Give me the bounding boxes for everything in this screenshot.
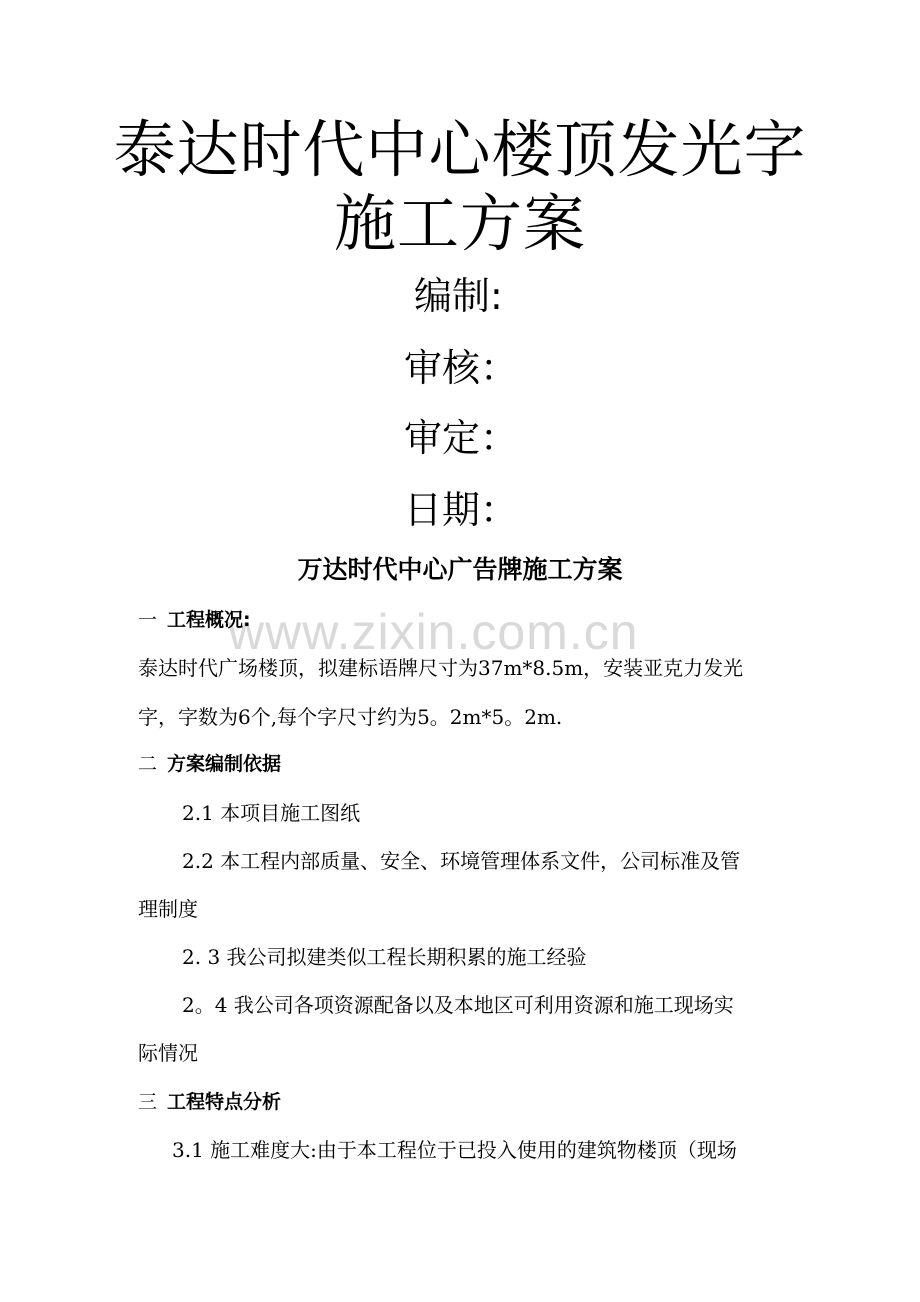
document-title-line-1: 泰达时代中心楼顶发光字 (113, 113, 807, 186)
section-3-number: 三 (138, 1091, 158, 1113)
basis-item-2-3: 2. 3 我公司拟建类似工程长期积累的施工经验 (182, 945, 587, 969)
basis-item-2-4-line-1: 2。4 我公司各项资源配备以及本地区可利用资源和施工现场实 (182, 993, 734, 1017)
watermark-text: www.zixin.com.cn (228, 604, 639, 660)
basis-item-2-2-line-1: 2.2 本工程内部质量、安全、环境管理体系文件，公司标准及管 (182, 849, 741, 873)
section-3-heading-text: 工程特点分析 (167, 1091, 282, 1113)
section-3-heading (138, 1088, 788, 1116)
section-2-number: 二 (138, 753, 158, 775)
overview-paragraph-line-2: 字，字数为6个,每个字尺寸约为5。2m*5。2m. (138, 705, 563, 729)
section-2-heading-text: 方案编制依据 (167, 753, 282, 775)
overview-paragraph-line-1: 泰达时代广场楼顶，拟建标语牌尺寸为37m*8.5m，安装亚克力发光 (138, 656, 744, 680)
date-field: 日期： (404, 488, 519, 532)
section-1-heading-text: 工程概况: (167, 609, 251, 631)
basis-item-2-2-line-2: 理制度 (138, 897, 198, 921)
section-1-heading (138, 606, 788, 634)
approver-field: 审定： (404, 416, 519, 460)
section-title: 万达时代中心广告牌施工方案 (297, 555, 623, 584)
basis-item-2-4-line-2: 际情况 (138, 1041, 198, 1065)
section-2-heading (138, 750, 788, 778)
section-1-number: 一 (138, 609, 158, 631)
basis-item-2-1: 2.1 本项目施工图纸 (182, 801, 361, 825)
document-title-line-2: 施工方案 (333, 187, 586, 260)
compiler-field: 编制: (414, 274, 503, 318)
analysis-item-3-1-line-1: 3.1 施工难度大:由于本工程位于已投入使用的建筑物楼顶（现场 (172, 1138, 737, 1162)
reviewer-field: 审核： (404, 346, 519, 390)
